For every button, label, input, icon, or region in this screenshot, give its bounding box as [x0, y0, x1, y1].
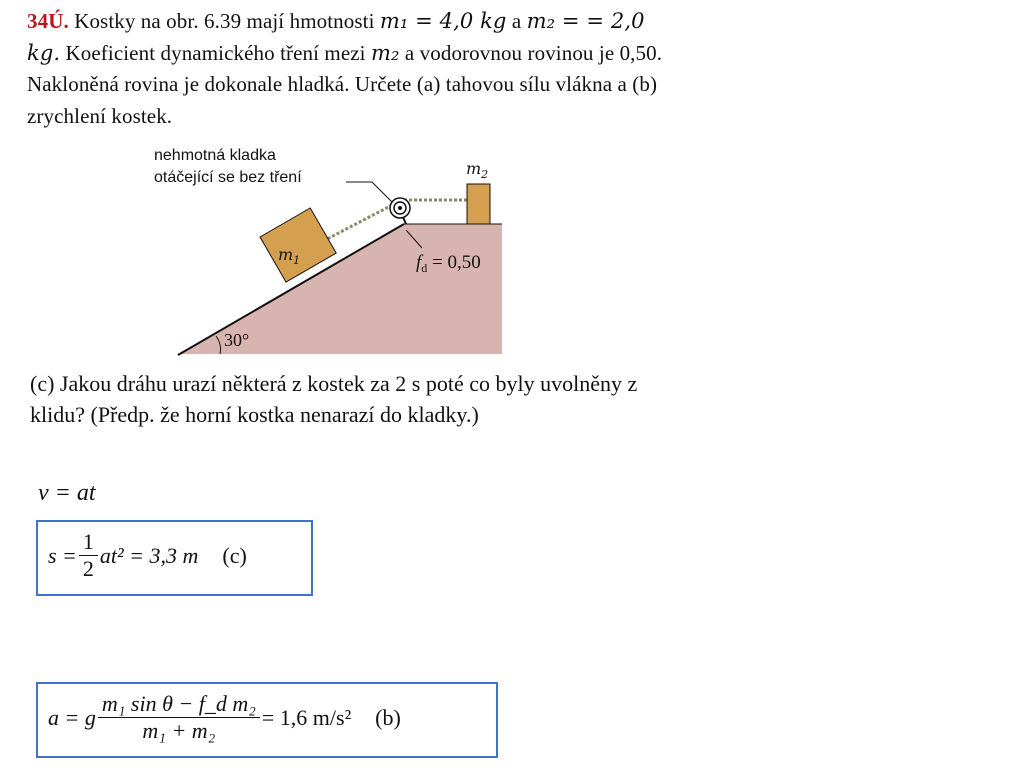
problem-text-a: Kostky na obr. 6.39 mají hmotnosti [74, 9, 375, 33]
pulley-leader [346, 182, 392, 202]
eq-a-den: m₁ + m₂ [142, 718, 216, 743]
angle-label: 30° [224, 330, 250, 350]
eq-a-fraction [98, 692, 260, 743]
m1-mass: m₁ = 4,0 kg [379, 9, 507, 33]
m2-mass: m₂ = = 2,0 kg. [27, 9, 645, 65]
problem-text-c: a vodorovnou rovinou je 0,50. Nakloněná rovina je dokonale hladká. Určete (a) tahovou sílu vlákna a (b) zrychlení kostek. [27, 40, 663, 128]
equation-a-box [36, 682, 498, 758]
pulley [390, 198, 410, 224]
eq-s-rest: at² = 3,3 m [99, 542, 199, 568]
block-m2 [467, 184, 490, 224]
m2-symbol: m₂ [370, 40, 400, 65]
eq-s-fraction [79, 530, 98, 581]
friction-label: $f_d = 0,50$ [416, 252, 481, 275]
and-word: a [511, 9, 522, 33]
eq-s-label: (c) [222, 542, 247, 568]
eq-a-num: m₁ sin θ − f_d m₂ [98, 692, 260, 718]
eq-a-label: (b) [375, 704, 401, 730]
problem-statement [27, 6, 667, 132]
pulley-label-1: nehmotná kladka [154, 147, 276, 164]
eq-s-den: 2 [82, 556, 94, 581]
m2-label: $m_2$ [466, 159, 489, 181]
m1-label: $m_1$ [278, 245, 301, 267]
question-c: (c) Jakou dráhu urazí některá z kostek za 2 s poté co byly uvolněny z klidu? (Předp. že horní kostka nenarazí do kladky.) [30, 371, 638, 427]
eq-a-rest: = 1,6 m/s² [261, 704, 352, 730]
problem-number: 34Ú. [27, 9, 69, 33]
equation-s-box [36, 520, 313, 596]
eq-s-num: 1 [79, 530, 98, 556]
eq-a-lhs: a = g [48, 704, 96, 730]
equation-v: v = at [38, 480, 96, 506]
incline-diagram [150, 140, 510, 356]
eq-s-lhs: s = [48, 542, 77, 568]
problem-text-b: Koeficient dynamického tření mezi [65, 40, 366, 65]
pulley-label-2: otáčející se bez tření [154, 169, 302, 186]
